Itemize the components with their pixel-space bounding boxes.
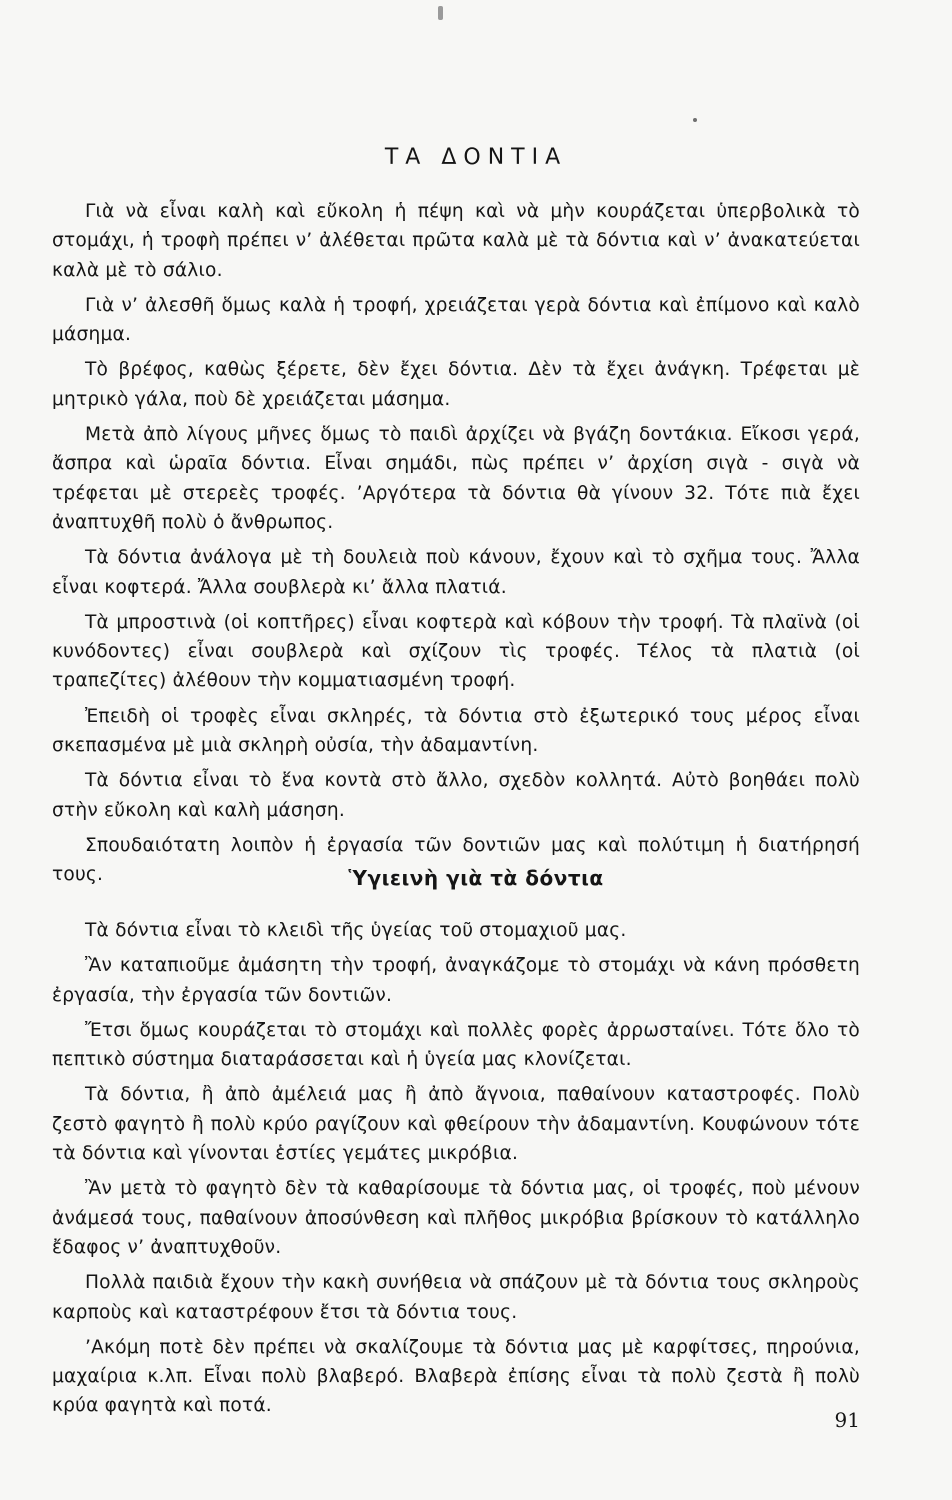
paragraph: Ἂν μετὰ τὸ φαγητὸ δὲν τὰ καθαρίσουμε τὰ δόντια μας, οἱ τροφές, ποὺ μένουν ἀνάμεσά τους, παθαίνουν ἀποσύνθεση καὶ πλῆθος μικρόβια βρίσκουν τὸ κατάλληλο ἔδαφος ν’ ἀναπτυχθοῦν.	[52, 1178, 860, 1258]
paragraph: Γιὰ νὰ εἶναι καλὴ καὶ εὔκολη ἡ πέψη καὶ νὰ μὴν κουράζεται ὑπερβολικὰ τὸ στομάχι, ἡ τροφὴ πρέπει ν’ ἀλέθεται πρῶτα καλὰ μὲ τὰ δόντια καὶ ν’ ἀνακατεύεται καλὰ μὲ τὸ σάλιο.	[52, 201, 860, 281]
paragraph: Ἂν καταπιοῦμε ἀμάσητη τὴν τροφή, ἀναγκάζομε τὸ στομάχι νὰ κάνη πρόσθετη ἐργασία, τὴν ἐργασία τῶν δοντιῶν.	[52, 955, 860, 1006]
paragraph: ’Ακόμη ποτὲ δὲν πρέπει νὰ σκαλίζουμε τὰ δόντια μας μὲ καρφίτσες, πηρούνια, μαχαίρια κ.λπ. Εἶναι πολὺ βλαβερό. Βλαβερὰ ἐπίσης εἶναι τὰ πολὺ ζεστὰ ἢ πολὺ κρύα φαγητὰ καὶ ποτά.	[52, 1336, 860, 1417]
section-2-body	[52, 916, 860, 1427]
paragraph: Σπουδαιότατη λοιπὸν ἡ ἐργασία τῶν δοντιῶν μας καὶ πολύτιμη ἡ διατήρησή τους.	[52, 834, 860, 886]
page-title: ΤΑ ΔΟΝΤΙΑ	[384, 145, 568, 170]
paragraph: Ἐπειδὴ οἱ τροφὲς εἶναι σκληρές, τὰ δόντια στὸ ἐξωτερικό τους μέρος εἶναι σκεπασμένα μὲ μιὰ σκληρὴ οὐσία, τὴν ἀδαμαντίνη.	[52, 705, 860, 757]
dust-speck	[693, 118, 697, 122]
paragraph: Τὸ βρέφος, καθὼς ξέρετε, δὲν ἔχει δόντια. Δὲν τὰ ἔχει ἀνάγκη. Τρέφεται μὲ μητρικὸ γάλα, ποὺ δὲ χρειάζεται μάσημα.	[52, 359, 860, 410]
paragraph: Ἔτσι ὅμως κουράζεται τὸ στομάχι καὶ πολλὲς φορὲς ἀρρωσταίνει. Τότε ὅλο τὸ πεπτικὸ σύστημα διαταράσσεται καὶ ἡ ὑγεία μας κλονίζεται.	[52, 1019, 860, 1071]
paragraph: Τὰ δόντια ἀνάλογα μὲ τὴ δουλειὰ ποὺ κάνουν, ἔχουν καὶ τὸ σχῆμα τους. Ἄλλα εἶναι κοφτερά. Ἄλλα σουβλερὰ κι’ ἄλλα πλατιά.	[52, 547, 860, 598]
paragraph: Τὰ δόντια, ἢ ἀπὸ ἀμέλειά μας ἢ ἀπὸ ἄγνοια, παθαίνουν καταστροφές. Πολὺ ζεστὸ φαγητὸ ἢ πολὺ κρύο ραγίζουν καὶ φθείρουν τὴν ἀδαμαντίνη. Κουφώνουν τότε τὰ δόντια καὶ γίνονται ἑστίες γεμάτες μικρόβια.	[52, 1084, 860, 1165]
paragraph: Γιὰ ν’ ἀλεσθῆ ὅμως καλὰ ἡ τροφή, χρειάζεται γερὰ δόντια καὶ ἐπίμονο καὶ καλὸ μάσημα.	[52, 294, 860, 346]
scan-mark	[438, 6, 443, 20]
paragraph: Τὰ δόντια εἶναι τὸ ἕνα κοντὰ στὸ ἄλλο, σχεδὸν κολλητά. Αὐτὸ βοηθάει πολὺ στὴν εὔκολη καὶ καλὴ μάσηση.	[52, 770, 860, 821]
paragraph: Τὰ δόντια εἶναι τὸ κλειδὶ τῆς ὑγείας τοῦ στομαχιοῦ μας.	[85, 920, 627, 941]
paragraph: Τὰ μπροστινὰ (οἱ κοπτῆρες) εἶναι κοφτερὰ καὶ κόβουν τὴν τροφή. Τὰ πλαϊνὰ (οἱ κυνόδοντες) εἶναι σουβλερὰ καὶ σχίζουν τὶς τροφές. Τέλος τὰ πλατιὰ (οἱ τραπεζίτες) ἀλέθουν τὴν κομματιασμένη τροφή.	[52, 611, 860, 692]
section-1-body	[52, 197, 860, 896]
page-number: 91	[834, 1408, 860, 1432]
section-heading: Ὑγιεινὴ γιὰ τὰ δόντια	[348, 866, 604, 890]
paragraph: Μετὰ ἀπὸ λίγους μῆνες ὅμως τὸ παιδὶ ἀρχίζει νὰ βγάζη δοντάκια. Εἴκοσι γερά, ἄσπρα καὶ ὡραῖα δόντια. Εἶναι σημάδι, πὼς πρέπει ν’ ἀρχίση σιγὰ - σιγὰ νὰ τρέφεται μὲ στερεὲς τροφές. ’Αργότερα τὰ δόντια θὰ γίνουν 32. Τότε πιὰ ἔχει ἀναπτυχθῆ πολὺ ὁ ἄνθρωπος.	[52, 424, 860, 533]
paragraph: Πολλὰ παιδιὰ ἔχουν τὴν κακὴ συνήθεια νὰ σπάζουν μὲ τὰ δόντια τους σκληροὺς καρποὺς καὶ καταστρέφουν ἔτσι τὰ δόντια τους.	[52, 1272, 860, 1323]
